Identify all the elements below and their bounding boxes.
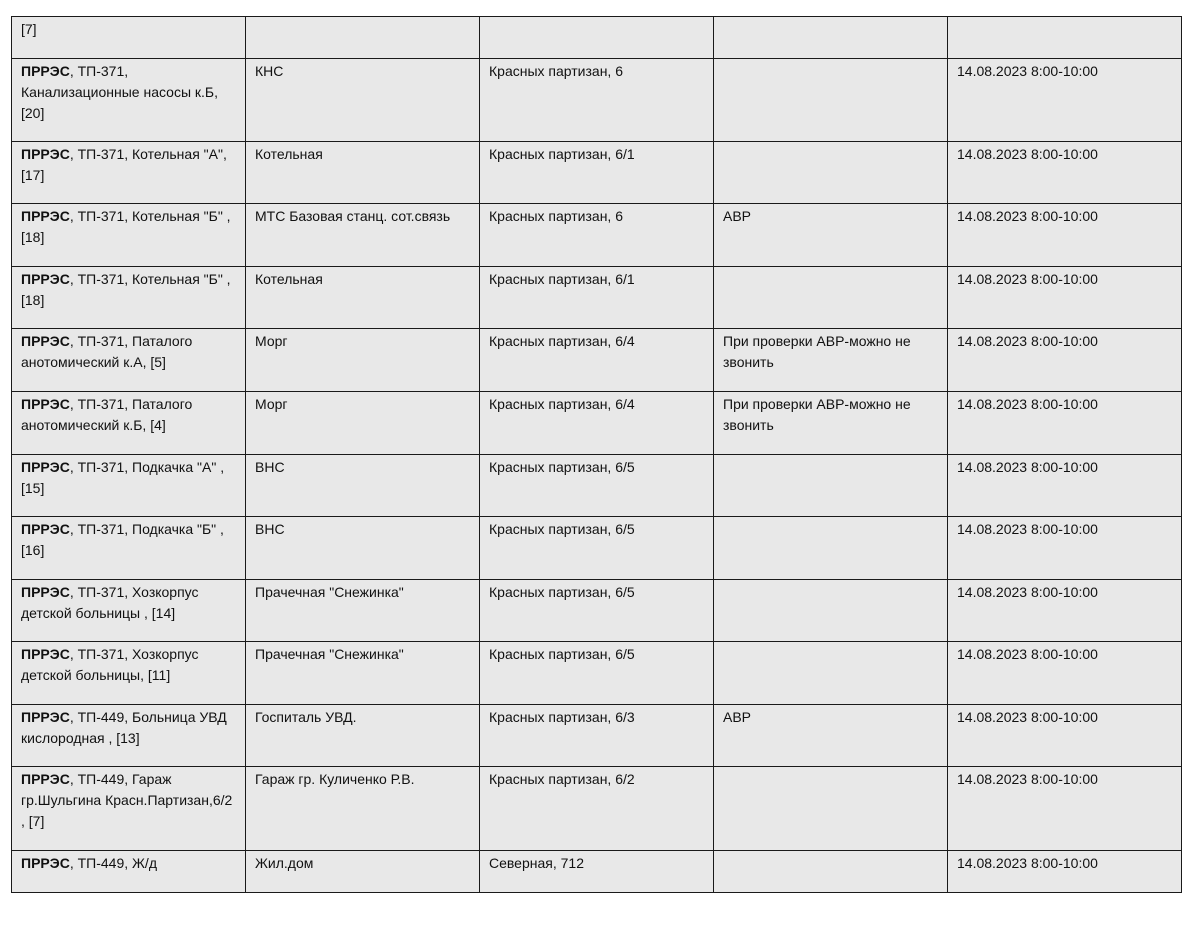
- org-name: ПРРЭС: [21, 208, 70, 224]
- object-details: , ТП-449, Ж/д: [69, 855, 157, 871]
- outage-schedule-sheet: [11, 16, 1181, 893]
- outage-time-cell: [948, 17, 1182, 59]
- address-cell: [480, 17, 714, 59]
- consumer-cell: Котельная: [246, 142, 480, 204]
- object-cell: [12, 517, 246, 580]
- table-row: [12, 580, 1182, 642]
- consumer-cell: Морг: [246, 392, 480, 455]
- address-cell: Красных партизан, 6/4: [480, 392, 714, 455]
- table-row: [12, 392, 1182, 455]
- table-row: [12, 851, 1182, 893]
- table-row: [12, 17, 1182, 59]
- outage-time-cell: 14.08.2023 8:00-10:00: [948, 142, 1182, 204]
- object-cell: [12, 705, 246, 767]
- address-cell: Красных партизан, 6/5: [480, 642, 714, 705]
- table-row: [12, 329, 1182, 392]
- outage-time-cell: 14.08.2023 8:00-10:00: [948, 767, 1182, 851]
- consumer-cell: Прачечная "Снежинка": [246, 580, 480, 642]
- note-cell: При проверки АВР-можно не звонить: [714, 329, 948, 392]
- org-name: ПРРЭС: [21, 333, 70, 349]
- outage-table: [11, 16, 1182, 893]
- note-cell: [714, 851, 948, 893]
- object-cell: [12, 392, 246, 455]
- consumer-cell: Котельная: [246, 267, 480, 329]
- note-cell: [714, 767, 948, 851]
- object-cell: [12, 455, 246, 517]
- table-row: [12, 517, 1182, 580]
- note-cell: [714, 17, 948, 59]
- consumer-cell: [246, 17, 480, 59]
- org-name: ПРРЭС: [21, 709, 70, 725]
- org-name: ПРРЭС: [21, 771, 70, 787]
- address-cell: Красных партизан, 6: [480, 204, 714, 267]
- object-cell: [12, 642, 246, 705]
- note-cell: [714, 142, 948, 204]
- object-cell: [12, 267, 246, 329]
- note-cell: [714, 59, 948, 142]
- outage-time-cell: 14.08.2023 8:00-10:00: [948, 329, 1182, 392]
- outage-time-cell: 14.08.2023 8:00-10:00: [948, 455, 1182, 517]
- address-cell: Красных партизан, 6/1: [480, 267, 714, 329]
- table-row: [12, 59, 1182, 142]
- address-cell: Красных партизан, 6/5: [480, 517, 714, 580]
- object-cell: [12, 17, 246, 59]
- outage-time-cell: 14.08.2023 8:00-10:00: [948, 851, 1182, 893]
- address-cell: Красных партизан, 6/3: [480, 705, 714, 767]
- object-details: , ТП-449, Гараж гр.Шульгина Красн.Партизан,6/2 , [7]: [21, 771, 233, 829]
- note-cell: [714, 580, 948, 642]
- outage-time-cell: 14.08.2023 8:00-10:00: [948, 204, 1182, 267]
- consumer-cell: Жил.дом: [246, 851, 480, 893]
- consumer-cell: КНС: [246, 59, 480, 142]
- consumer-cell: ВНС: [246, 517, 480, 580]
- outage-time-cell: 14.08.2023 8:00-10:00: [948, 392, 1182, 455]
- outage-time-cell: 14.08.2023 8:00-10:00: [948, 517, 1182, 580]
- org-name: ПРРЭС: [21, 146, 70, 162]
- table-row: [12, 142, 1182, 204]
- address-cell: Красных партизан, 6/5: [480, 580, 714, 642]
- object-details: , ТП-371, Подкачка "А" , [15]: [21, 459, 225, 496]
- address-cell: Красных партизан, 6/2: [480, 767, 714, 851]
- object-details: , ТП-371, Котельная "Б" , [18]: [21, 208, 231, 245]
- org-name: ПРРЭС: [21, 271, 70, 287]
- object-details: , ТП-371, Канализационные насосы к.Б, [20]: [21, 63, 218, 121]
- address-cell: Красных партизан, 6/5: [480, 455, 714, 517]
- object-cell: [12, 329, 246, 392]
- object-details: , ТП-371, Паталого анотомический к.А, [5]: [21, 333, 193, 370]
- note-cell: [714, 517, 948, 580]
- org-name: ПРРЭС: [21, 459, 70, 475]
- table-row: [12, 767, 1182, 851]
- outage-time-cell: 14.08.2023 8:00-10:00: [948, 642, 1182, 705]
- address-cell: Красных партизан, 6: [480, 59, 714, 142]
- object-details: [7]: [21, 21, 37, 37]
- outage-time-cell: 14.08.2023 8:00-10:00: [948, 59, 1182, 142]
- address-cell: Красных партизан, 6/1: [480, 142, 714, 204]
- note-cell: [714, 455, 948, 517]
- consumer-cell: Прачечная "Снежинка": [246, 642, 480, 705]
- note-cell: [714, 642, 948, 705]
- org-name: ПРРЭС: [21, 521, 70, 537]
- consumer-cell: Гараж гр. Куличенко Р.В.: [246, 767, 480, 851]
- org-name: ПРРЭС: [21, 646, 70, 662]
- outage-time-cell: 14.08.2023 8:00-10:00: [948, 267, 1182, 329]
- object-details: , ТП-371, Котельная "Б" , [18]: [21, 271, 231, 308]
- consumer-cell: ВНС: [246, 455, 480, 517]
- note-cell: АВР: [714, 705, 948, 767]
- org-name: ПРРЭС: [21, 855, 70, 871]
- table-row: [12, 705, 1182, 767]
- object-details: , ТП-449, Больница УВД кислородная , [13]: [21, 709, 227, 746]
- object-cell: [12, 851, 246, 893]
- consumer-cell: Госпиталь УВД.: [246, 705, 480, 767]
- object-cell: [12, 204, 246, 267]
- object-details: , ТП-371, Подкачка "Б" , [16]: [21, 521, 224, 558]
- address-cell: Северная, 712: [480, 851, 714, 893]
- object-details: , ТП-371, Паталого анотомический к.Б, [4]: [21, 396, 193, 433]
- object-cell: [12, 580, 246, 642]
- table-row: [12, 204, 1182, 267]
- consumer-cell: Морг: [246, 329, 480, 392]
- outage-time-cell: 14.08.2023 8:00-10:00: [948, 705, 1182, 767]
- object-cell: [12, 142, 246, 204]
- object-cell: [12, 767, 246, 851]
- org-name: ПРРЭС: [21, 584, 70, 600]
- object-cell: [12, 59, 246, 142]
- org-name: ПРРЭС: [21, 63, 70, 79]
- table-row: [12, 267, 1182, 329]
- org-name: ПРРЭС: [21, 396, 70, 412]
- table-row: [12, 455, 1182, 517]
- outage-time-cell: 14.08.2023 8:00-10:00: [948, 580, 1182, 642]
- object-details: , ТП-371, Хозкорпус детской больницы , [14]: [21, 584, 199, 621]
- object-details: , ТП-371, Хозкорпус детской больницы, [11]: [21, 646, 199, 683]
- consumer-cell: МТС Базовая станц. сот.связь: [246, 204, 480, 267]
- table-row: [12, 642, 1182, 705]
- note-cell: [714, 267, 948, 329]
- address-cell: Красных партизан, 6/4: [480, 329, 714, 392]
- object-details: , ТП-371, Котельная "А", [17]: [21, 146, 227, 183]
- note-cell: При проверки АВР-можно не звонить: [714, 392, 948, 455]
- note-cell: АВР: [714, 204, 948, 267]
